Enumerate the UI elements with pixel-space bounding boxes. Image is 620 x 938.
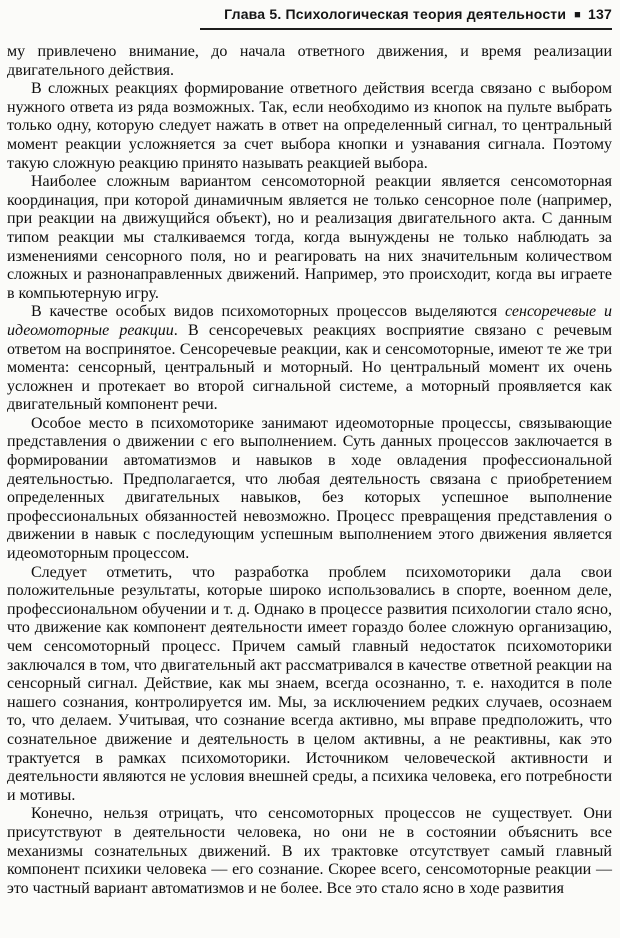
- paragraph-7: [7, 805, 612, 898]
- paragraph-text: Наиболее сложным вариантом сенсомоторной реакции является сенсомоторная координация, при которой динамичным является не только сенсорное поле (например, при реакции на движущийся объект), но и реализация двигательного акта. С данным типом реакции мы сталкиваемся тогда, когда вынуждены не только наблюдать за изменениями сенсорного поля, но и реагировать на них значительным количеством сложных и разнонаправленных движений. Например, это происходит, когда вы играете в компьютерную игру.: [7, 173, 612, 302]
- paragraph-5: [7, 415, 612, 564]
- page-body-text: [7, 43, 612, 898]
- header-rule: [200, 28, 612, 30]
- paragraph-text: В сложных реакциях формирование ответного действия всегда связано с выбором нужного ответа из ряда возможных. Так, если необходимо из кнопок на пульте выбрать только одну, которую следует нажать в ответ на определенный сигнал, то центральный момент реакции усложняется за счет выбора кнопки и узнавания сигнала. Поэтому такую сложную реакцию принято называть реакцией выбора.: [7, 80, 612, 172]
- paragraph-text: В качестве особых видов психомоторных процессов выделяются: [31, 303, 506, 321]
- paragraph-text: Конечно, нельзя отрицать, что сенсомоторных процессов не существует. Они присутствуют в деятельности человека, но они не в состоянии объяснить все механизмы сознательных движений. В их трактовке отсутствует самый главный компонент психики человека — его сознание. Скорее всего, сенсомоторные реакции — это частный вариант автоматизмов и не более. Все это стало ясно в ходе развития: [7, 805, 612, 897]
- paragraph-text: Особое место в психомоторике занимают идеомоторные процессы, связывающие представления о движении с его выполнением. Суть данных процессов заключается в формировании автоматизмов и навыков в ходе овладения профессиональной деятельностью. Предполагается, что любая деятельность связана с приобретением определенных двигательных навыков, без которых успешное выполнение профессиональных обязанностей невозможно. Процесс превращения представления о движении в навык с последующим успешным выполнением этого движения является идеомоторным процессом.: [7, 414, 612, 563]
- chapter-title: Глава 5. Психологическая теория деятельности: [224, 6, 567, 22]
- paragraph-6: [7, 564, 612, 806]
- page-header: [7, 6, 612, 30]
- paragraph-3: [7, 173, 612, 303]
- square-bullet-icon: ■: [574, 9, 582, 21]
- running-head: [7, 6, 612, 23]
- italic-term: сенсоречевые и идеомоторные реакции: [7, 303, 613, 339]
- paragraph-text: . В сенсоречевых реакциях восприятие связано с речевым ответом на воспринятое. Сенсоречевые реакции, как и сенсомоторные, имеют те же три момента: сенсорный, центральный и моторный. Но центральный момент их очень усложнен и протекает во второй сигнальной системе, а моторный проявляется как двигательный компонент речи.: [7, 321, 612, 414]
- paragraph-1: [7, 43, 612, 80]
- paragraph-2: [7, 80, 612, 173]
- page-number: 137: [588, 6, 612, 22]
- paragraph-text: Следует отметить, что разработка проблем психомоторики дала свои положительные результаты, которые широко использовались в спорте, военном деле, профессиональном обучении и т. д. Однако в процессе развития психологии стало ясно, что движение как компонент деятельности имеет гораздо более сложную организацию, чем сенсомоторный процесс. Причем самый главный недостаток психомоторики заключался в том, что двигательный акт рассматривался в качестве ответной реакции на сенсорный сигнал. Действие, как мы знаем, всегда осознанно, т. е. находится в поле нашего сознания, контролируется им. Мы, за исключением редких случаев, осознаем то, что делаем. Учитывая, что сознание всегда активно, мы вправе предположить, что сознательное движение и деятельность в целом активны, а не реактивны, как это трактуется в рамках психомоторики. Источником человеческой активности и деятельности являются не условия внешней среды, а психика человека, его потребности и мотивы.: [7, 563, 612, 804]
- paragraph-4: [7, 303, 612, 415]
- paragraph-text: му привлечено внимание, до начала ответного движения, и время реализации двигательного действия.: [7, 43, 612, 79]
